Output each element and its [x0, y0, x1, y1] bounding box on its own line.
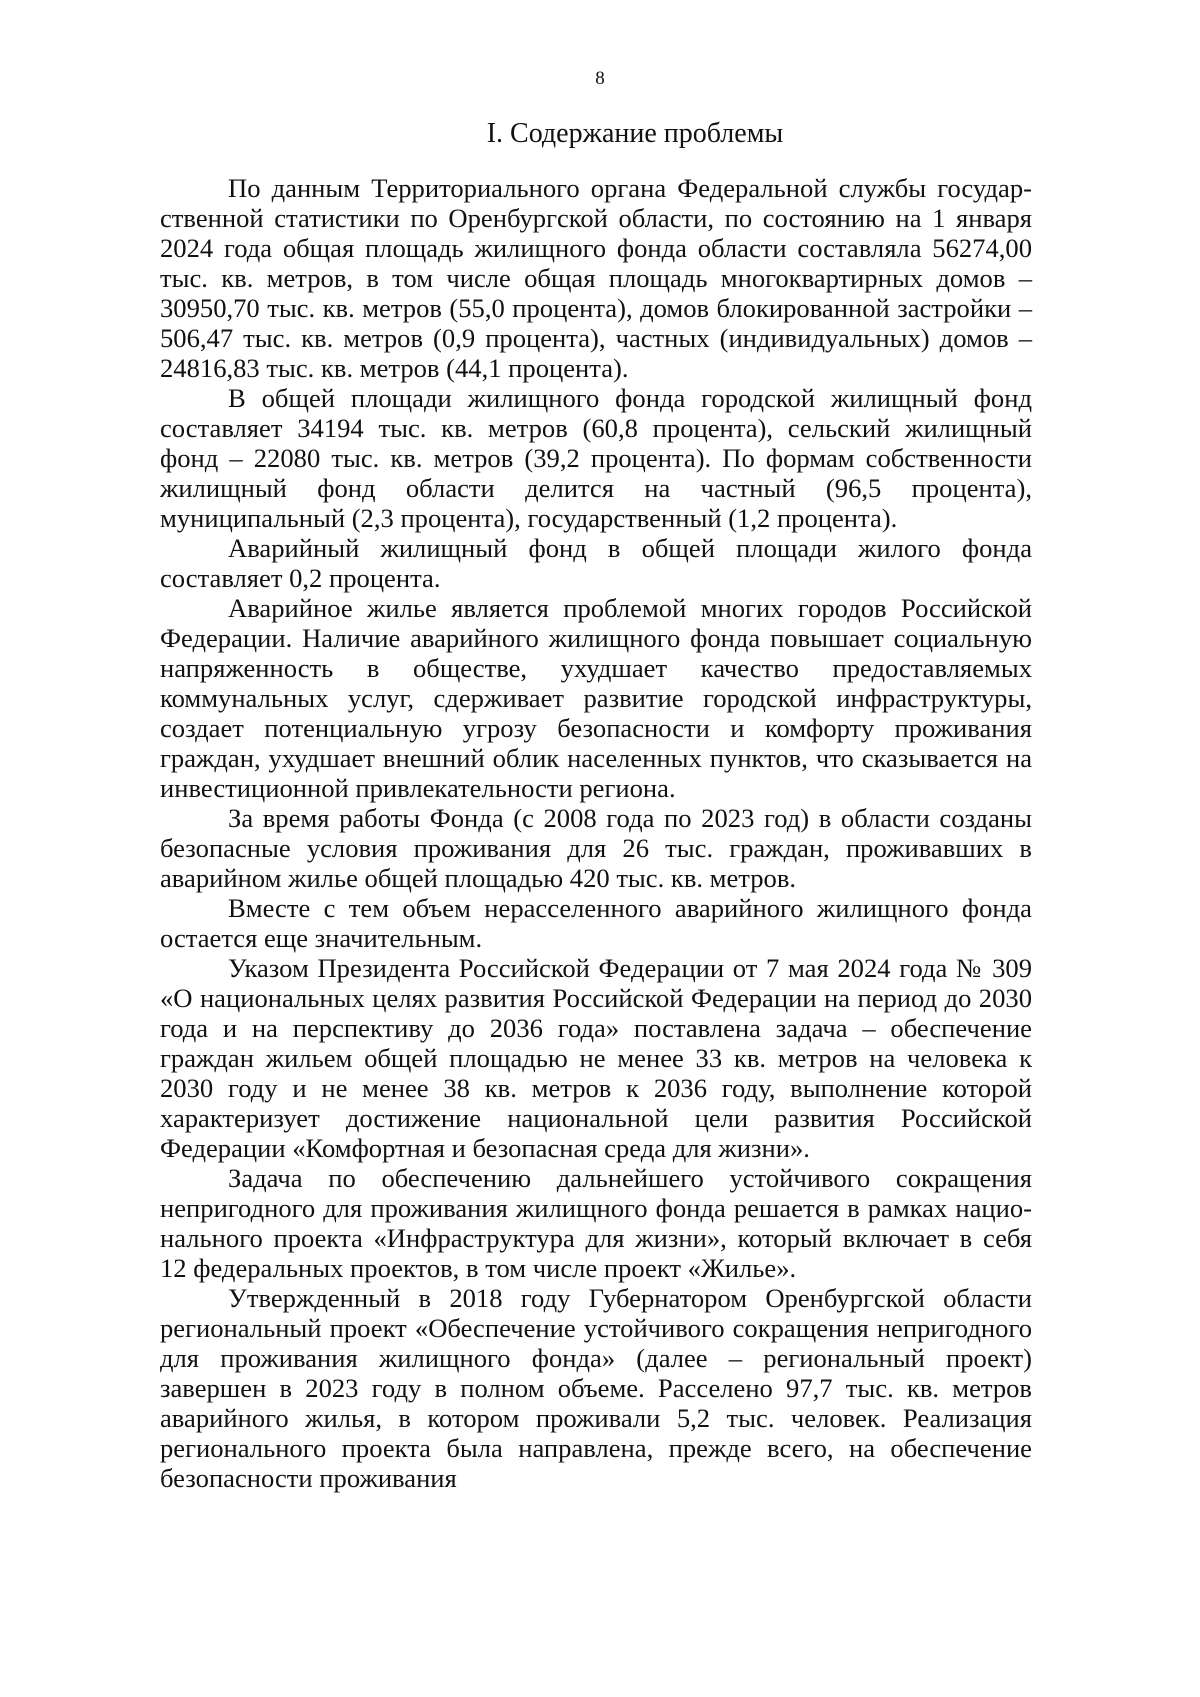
- paragraph-fund-results: За время работы Фонда (с 2008 года по 2023 год) в области созданы безопасные условия проживания для 26 тыс. граждан, проживавших в аварийном жилье общей площадью 420 тыс. кв. метров.: [160, 803, 1032, 893]
- page-number: 8: [595, 68, 605, 89]
- paragraph-national-project: Задача по обеспечению дальнейшего устойчивого сокращения непригодного для проживания жилищного фонда решается в рамках национального проекта «Инфраструктура для жизни», который включает в себя 12 федеральных проектов, в том числе проект «Жилье».: [160, 1163, 1032, 1283]
- paragraph-urban-rural: В общей площади жилищного фонда городской жилищный фонд составляет 34194 тыс. кв. метров (60,8 процента), сельский жилищный фонд – 22080 тыс. кв. метров (39,2 процента). По формам собственности жилищный фонд области делится на частный (96,5 процента), муниципальный (2,3 процента), государственный (1,2 процента).: [160, 383, 1032, 533]
- document-body: [160, 173, 1032, 1493]
- paragraph-presidential-decree: Указом Президента Российской Федерации от 7 мая 2024 года № 309 «О национальных целях развития Российской Федерации на период до 2030 года и на перспективу до 2036 года» поставлена задача – обеспечение граждан жильем общей площадью не менее 33 кв. метров на человека к 2030 году и не менее 38 кв. метров к 2036 году, выполнение которой характеризует достижение национальной цели развития Российской Федерации «Комфортная и безопасная среда для жизни».: [160, 953, 1032, 1163]
- paragraph-emergency-problem: Аварийное жилье является проблемой многих городов Российской Федерации. Наличие аварийного жилищного фонда повышает социальную напряженность в обществе, ухудшает качество предоставляемых коммунальных услуг, сдерживает развитие городской инфраструктуры, создает потенциальную угрозу безопасности и комфорту проживания граждан, ухудшает внешний облик населенных пунктов, что сказывается на инвестиционной привлекательности региона.: [160, 593, 1032, 803]
- section-title: I. Содержание проблемы: [486, 118, 784, 149]
- paragraph-emergency-share: Аварийный жилищный фонд в общей площади жилого фонда составляет 0,2 процента.: [160, 533, 1032, 593]
- paragraph-remaining-volume: Вместе с тем объем нерасселенного аварийного жилищного фонда остается еще значительным.: [160, 893, 1032, 953]
- paragraph-regional-project: Утвержденный в 2018 году Губернатором Оренбургской области региональный проект «Обеспечение устойчивого сокращения непригодного для проживания жилищного фонда» (далее – региональный проект) завершен в 2023 году в полном объеме. Расселено 97,7 тыс. кв. метров аварийного жилья, в котором проживали 5,2 тыс. человек. Реализация регионального проекта была направлена, прежде всего, на обеспечение безопасности проживания: [160, 1283, 1032, 1493]
- paragraph-housing-stock: По данным Территориального органа Федеральной службы государственной статистики по Оренбургской области, по состоянию на 1 января 2024 года общая площадь жилищного фонда области составляла 56274,00 тыс. кв. метров, в том числе общая площадь многоквартирных домов – 30950,70 тыс. кв. метров (55,0 процента), домов блокированной застройки – 506,47 тыс. кв. метров (0,9 процента), частных (индивидуальных) домов – 24816,83 тыс. кв. метров (44,1 процента).: [160, 173, 1032, 383]
